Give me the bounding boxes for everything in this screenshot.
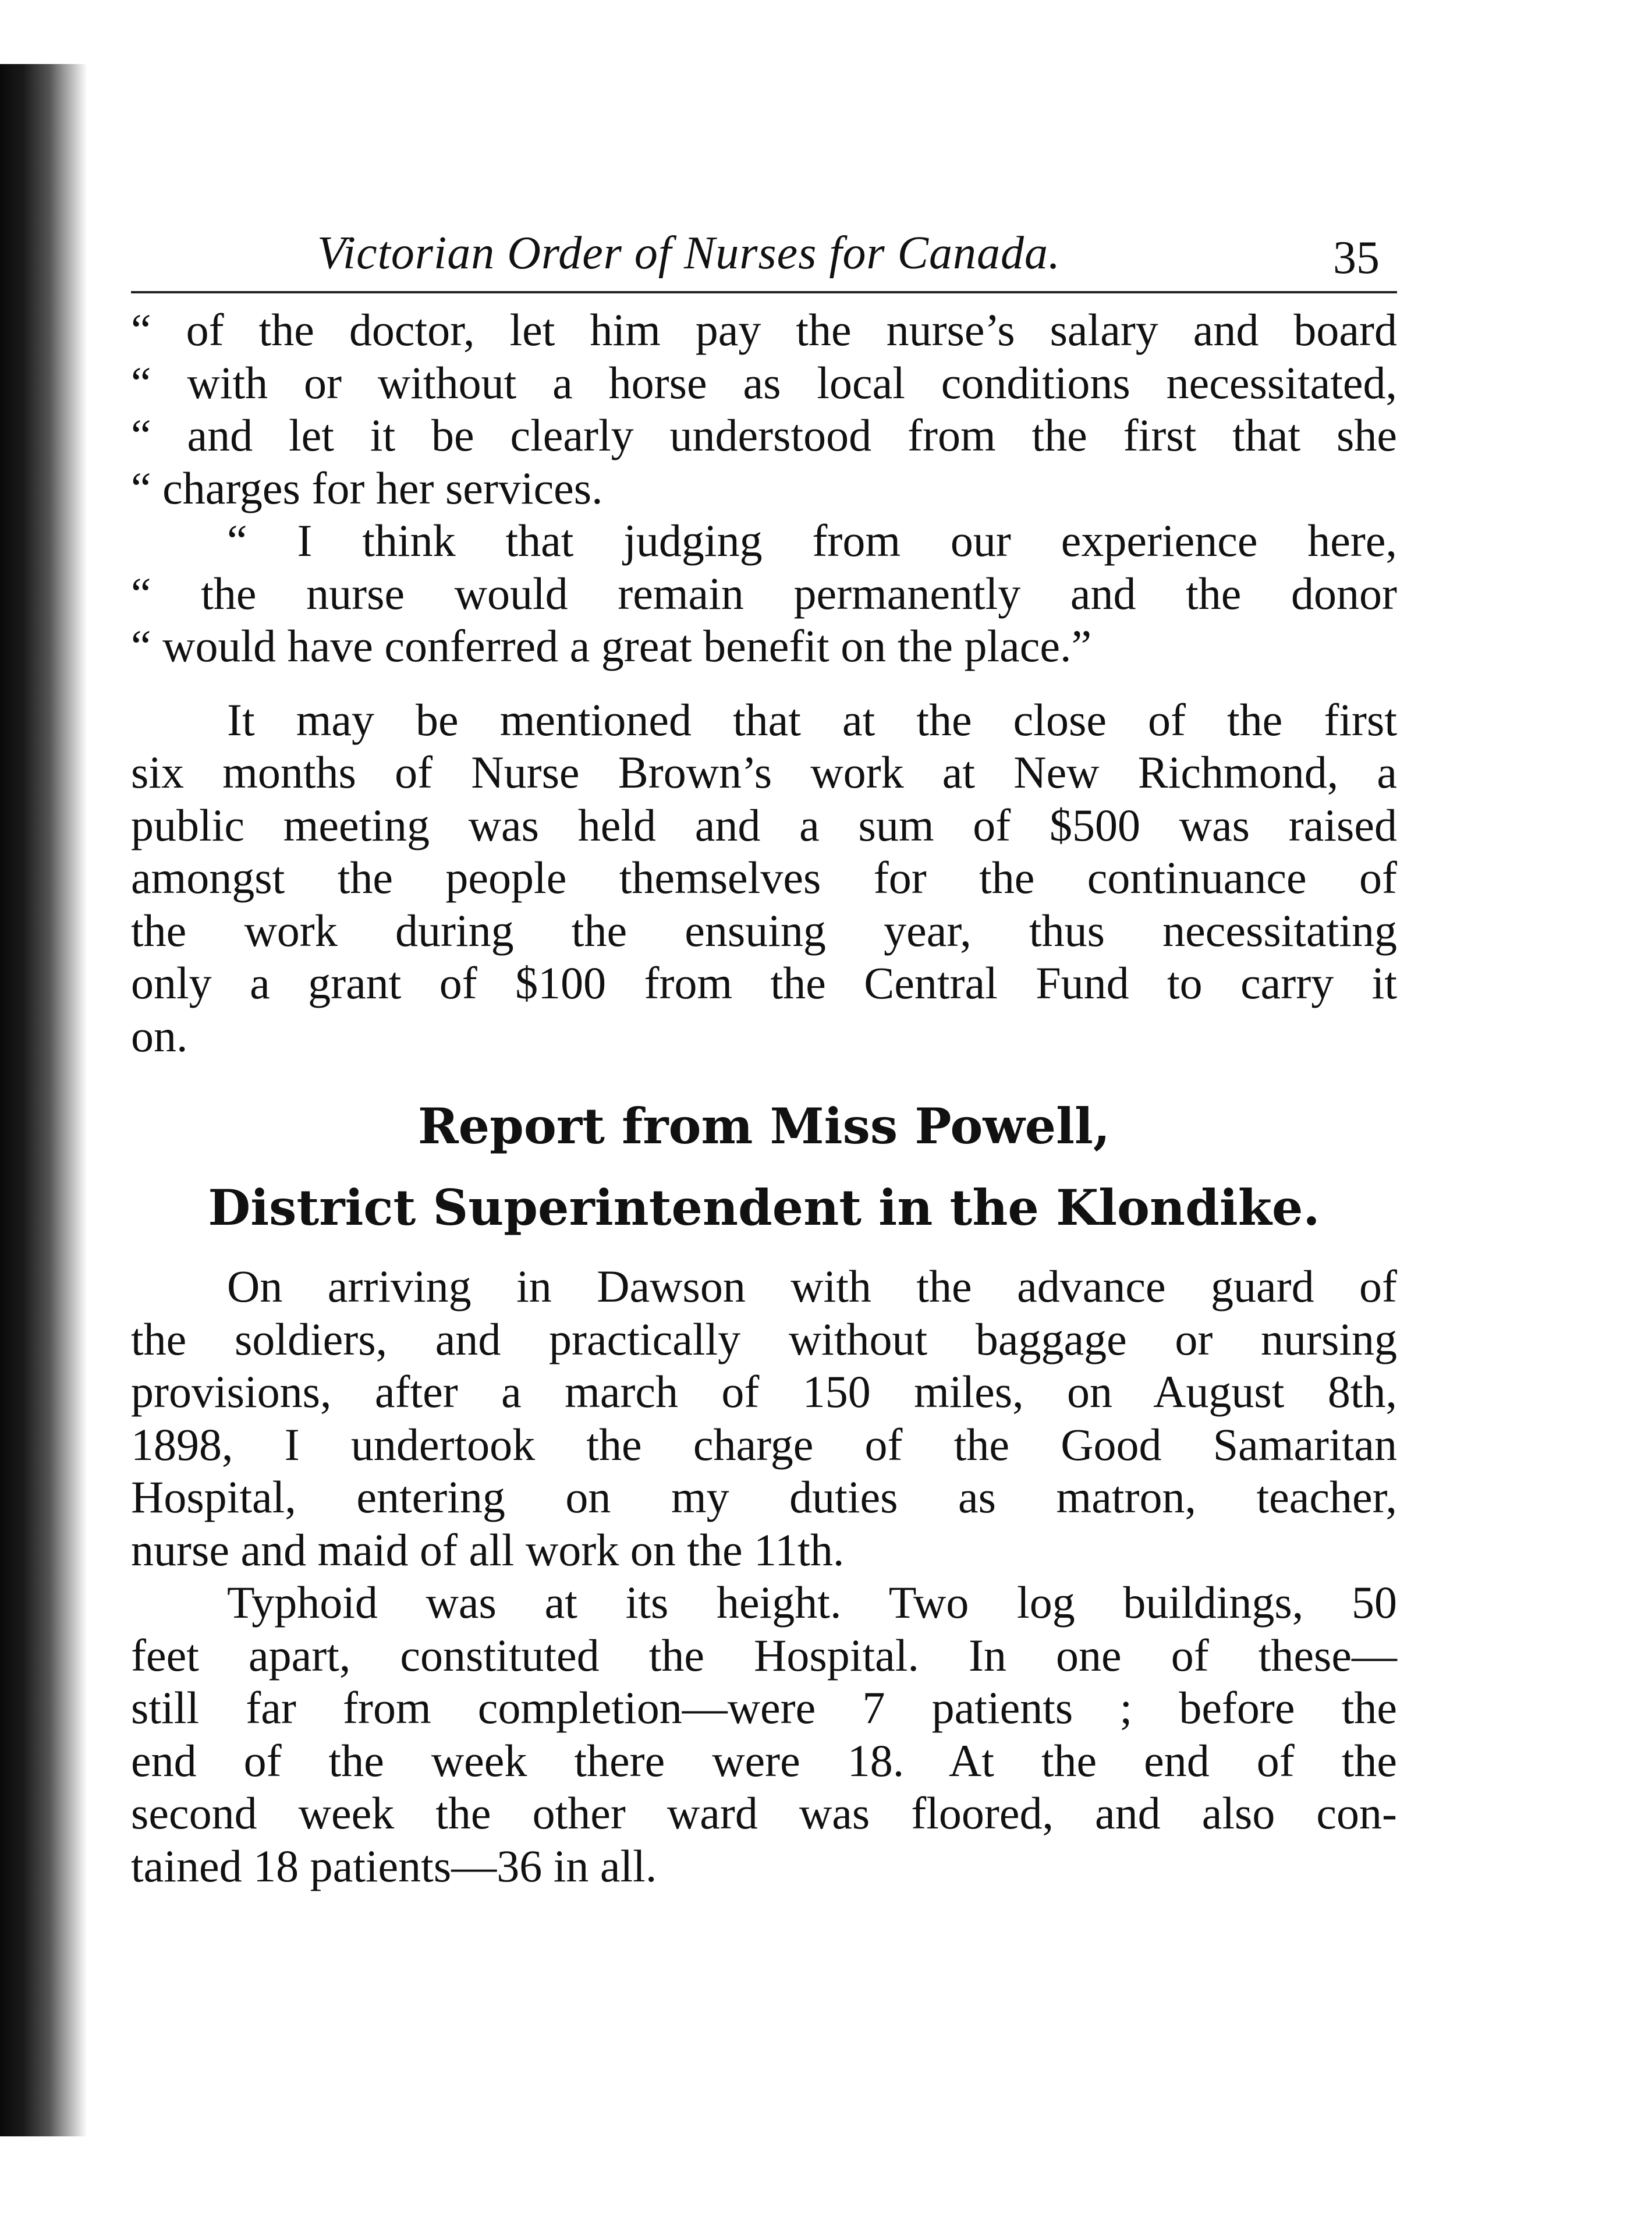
paragraph-new-richmond xyxy=(131,694,1397,1063)
text-line: “ the nurse would remain permanently and the donor xyxy=(131,568,1397,619)
text-line: end of the week there were 18. At the end of the xyxy=(131,1735,1397,1786)
text-line: tained 18 patients—36 in all. xyxy=(131,1840,657,1891)
text-line: On arriving in Dawson with the advance guard of xyxy=(227,1261,1397,1312)
text-line: still far from completion—were 7 patients ; before the xyxy=(131,1682,1397,1733)
text-line: feet apart, constituted the Hospital. In one of these— xyxy=(131,1629,1397,1681)
text-line: Hospital, entering on my duties as matron, teacher, xyxy=(131,1472,1397,1522)
text-line: “ I think that judging from our experience here, xyxy=(227,515,1397,566)
text-line: provisions, after a march of 150 miles, on August 8th, xyxy=(131,1366,1397,1417)
paragraph-typhoid xyxy=(131,1576,1397,1892)
heading-line-1: Report from Miss Powell, xyxy=(417,1097,1111,1155)
text-line: “ of the doctor, let him pay the nurse’s salary and board xyxy=(131,304,1397,355)
page-number: 35 xyxy=(1333,232,1380,283)
paragraph-quote-continuation xyxy=(131,304,1397,515)
book-binding-shadow xyxy=(0,64,87,2136)
text-line: amongst the people themselves for the continuance of xyxy=(131,852,1397,903)
paragraph-dawson-arrival xyxy=(131,1260,1397,1576)
running-header xyxy=(131,204,1397,293)
heading-line-2: District Superintendent in the Klondike. xyxy=(208,1179,1320,1236)
text-line: “ charges for her services. xyxy=(131,462,603,513)
text-line: “ with or without a horse as local conditions necessitated, xyxy=(131,357,1397,408)
running-title: Victorian Order of Nurses for Canada. xyxy=(317,228,1061,279)
text-line: second week the other ward was floored, and also con- xyxy=(131,1788,1397,1838)
text-line: the work during the ensuing year, thus necessitating xyxy=(131,905,1397,956)
section-heading xyxy=(131,1086,1397,1249)
text-line: “ would have conferred a great benefit on the place.” xyxy=(131,621,1092,671)
text-line: on. xyxy=(131,1010,188,1061)
text-line: “ and let it be clearly understood from the first that she xyxy=(131,410,1397,460)
body-text xyxy=(131,304,1397,1892)
text-line: 1898, I undertook the charge of the Good Samaritan xyxy=(131,1419,1397,1470)
text-line: It may be mentioned that at the close of the first xyxy=(227,694,1397,745)
book-page xyxy=(131,204,1397,1892)
text-line: Typhoid was at its height. Two log buildings, 50 xyxy=(227,1577,1397,1628)
text-line: the soldiers, and practically without baggage or nursing xyxy=(131,1313,1397,1364)
text-line: six months of Nurse Brown’s work at New Richmond, a xyxy=(131,747,1397,798)
paragraph-quote-closing xyxy=(131,515,1397,673)
text-line: nurse and maid of all work on the 11th. xyxy=(131,1524,845,1575)
text-line: only a grant of $100 from the Central Fund to carry it xyxy=(131,958,1397,1008)
text-line: public meeting was held and a sum of $500 was raised xyxy=(131,799,1397,850)
